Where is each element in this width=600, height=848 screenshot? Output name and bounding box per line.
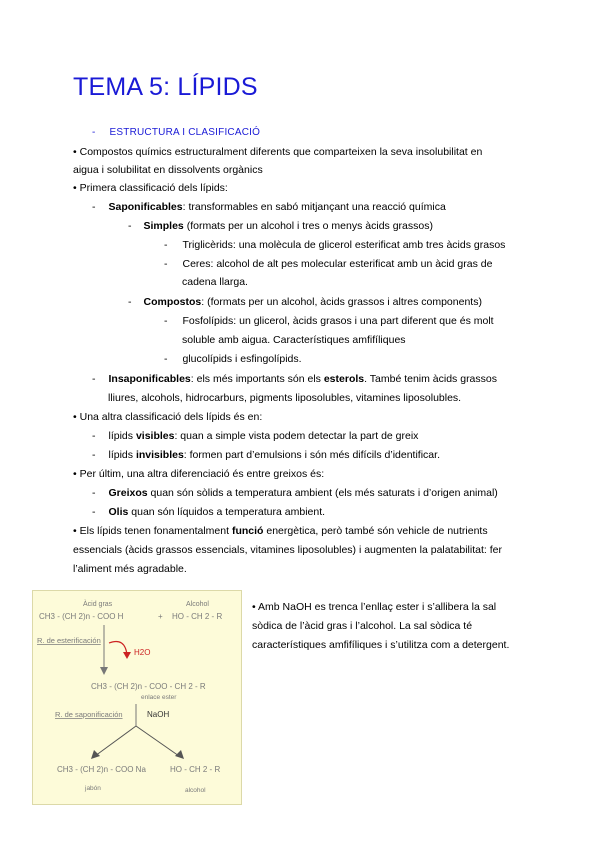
item-saponificables: - Saponificables: transformables en sabó mitjançant una reacció química <box>92 201 446 213</box>
section-heading: - ESTRUCTURA I CLASIFICACIÓ <box>92 127 261 138</box>
item-triglicerids: - Triglicèrids: una molècula de glicerol esterificat amb tres àcids grasos <box>164 239 506 251</box>
diagram-acid-formula: CH3 - (CH 2)n - COO H <box>39 612 124 621</box>
paragraph-last-difference: • Per últim, una altra diferenciació és entre greixos és: <box>73 468 325 480</box>
diagram-alcohol2-formula: HO - CH 2 - R <box>170 765 221 774</box>
diagram-branch-left <box>95 726 136 756</box>
item-insaponificables: - Insaponificables: els més importants són els esterols. També tenim àcids grassos <box>92 373 497 385</box>
item-compostos: - Compostos: (formats per un alcohol, àcids grassos i altres components) <box>128 296 482 308</box>
item-insaponificables-cont: lliures, alcohols, hidrocarburs, pigments liposolubles, vitamines liposolubles. <box>108 392 462 404</box>
item-ceres-cont: cadena llarga. <box>182 276 248 288</box>
page-title: TEMA 5: LÍPIDS <box>73 73 258 101</box>
diagram-soap-label: jabón <box>85 785 101 792</box>
diagram-alcohol2-label: alcohol <box>185 787 206 794</box>
item-olis: - Olis quan són líquidos a temperatura ambient. <box>92 506 326 518</box>
diagram-naoh: NaOH <box>147 710 170 719</box>
diagram-soap-formula: CH3 - (CH 2)n - COO Na <box>57 765 146 774</box>
diagram-alcohol-formula: HO - CH 2 - R <box>172 612 223 621</box>
diagram-saponification-label: R. de saponificación <box>55 710 123 719</box>
diagram-ester-label: enlace ester <box>141 694 177 701</box>
diagram-alcohol-label: Alcohol <box>186 601 209 608</box>
paragraph-other-classification: • Una altra classificació dels lípids és en: <box>73 411 263 423</box>
item-ceres: - Ceres: alcohol de alt pes molecular esterificat amb un àcid gras de <box>164 258 493 270</box>
item-simples: - Simples (formats per un alcohol i tres o menys àcids grassos) <box>128 220 433 232</box>
item-glucolipids: - glucolípids i esfingolípids. <box>164 353 302 365</box>
diagram-esterification-label: R. de esterificación <box>37 636 101 645</box>
saponification-diagram <box>32 590 242 805</box>
side-paragraph-cont: sòdica de l’àcid gras i l’alcohol. La sal sòdica té <box>252 620 473 632</box>
item-fosfolipids-cont: soluble amb aigua. Característiques amfifíliques <box>182 334 406 346</box>
paragraph-function-cont2: l’aliment més agradable. <box>73 563 187 575</box>
diagram-branch-right <box>136 726 179 756</box>
item-fosfolipids: - Fosfolípids: un glicerol, àcids grasos i una part diferent que és molt <box>164 315 494 327</box>
diagram-ester-formula: CH3 - (CH 2)n - COO - CH 2 - R <box>91 682 206 691</box>
item-invisibles: - lípids invisibles: formen part d’emulsions i són més difícils d’identificar. <box>92 449 440 461</box>
side-paragraph: • Amb NaOH es trenca l’enllaç ester i s’allibera la sal <box>252 601 497 613</box>
diagram-branch-left-head <box>91 750 100 759</box>
diagram-plus: + <box>158 612 163 621</box>
paragraph-definition-cont: aigua i solubilitat en dissolvents orgànics <box>73 164 263 176</box>
item-greixos: - Greixos quan són sòlids a temperatura ambient (els més saturats i d’origen animal) <box>92 487 498 499</box>
diagram-water-arrow-head <box>123 652 131 659</box>
diagram-acid-label: Àcid gras <box>83 601 113 608</box>
diagram-arrow-head <box>100 667 108 675</box>
paragraph-classification: • Primera classificació dels lípids: <box>73 182 228 194</box>
paragraph-definition: • Compostos químics estructuralment diferents que comparteixen la seva insolubilitat en <box>73 146 483 158</box>
diagram-water: H2O <box>134 648 151 657</box>
paragraph-function-cont: essencials (àcids grassos essencials, vitamines liposolubles) i augmenten la palatabilitat: fer <box>73 544 502 556</box>
side-paragraph-cont2: característiques amfifíliques i s’utilitza com a detergent. <box>252 639 510 651</box>
item-visibles: - lípids visibles: quan a simple vista podem detectar la part de greix <box>92 430 419 442</box>
paragraph-function: • Els lípids tenen fonamentalment funció energètica, però també són vehicle de nutrients <box>73 525 488 537</box>
